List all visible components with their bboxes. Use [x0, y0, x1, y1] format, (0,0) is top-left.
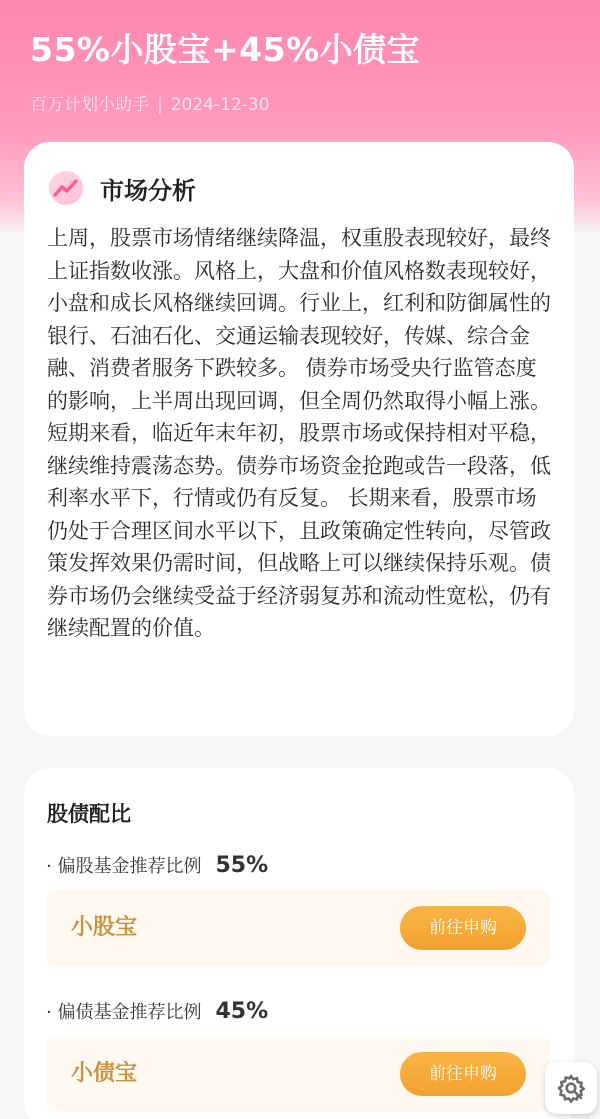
market-analysis-header [48, 170, 196, 206]
market-analysis-title: 市场分析 [100, 176, 196, 205]
equity-ratio-label: · 偏股基金推荐比例 [46, 856, 202, 877]
bond-fund-item [46, 1036, 550, 1112]
bond-fund-subscribe-button[interactable]: 前往申购 [400, 1052, 526, 1096]
floating-tool-button[interactable] [545, 1062, 597, 1114]
market-analysis-text: 上周，股票市场情绪继续降温，权重股表现较好，最终上证指数收涨。风格上，大盘和价值风格数表现较好，小盘和成长风格继续回调。行业上，红利和防御属性的银行、石油石化、交通运输表现较好，传媒、综合金融、消费者服务下跌较多。 债券市场受央行监管态度的影响，上半周出现回调，但全周仍然取得小幅上涨。 短期来看，临近年末年初，股票市场或保持相对平稳，继续维持震荡态势。债券市场资金抢跑或告一段落，低利率水平下，行情或仍有反复。 长期来看，股票市场仍处于合理区间水平以下，且政策确定性转向，尽管政策发挥效果仍需时间，但战略上可以继续保持乐观。债券市场仍会继续受益于经济弱复苏和流动性宽松，仍有继续配置的价值。 [47, 226, 551, 640]
header-subtitle [30, 90, 270, 115]
bond-fund-name: 小债宝 [71, 1061, 138, 1086]
allocation-card [24, 768, 574, 1119]
equity-fund-name: 小股宝 [71, 915, 138, 940]
publish-date: 2024-12-30 [170, 95, 270, 115]
bond-ratio-row [46, 998, 268, 1024]
bond-ratio-label: · 偏债基金推荐比例 [46, 1002, 202, 1023]
separator: | [157, 95, 163, 115]
equity-ratio-row [46, 852, 268, 878]
gear-tool-icon [554, 1071, 588, 1105]
source-name: 百万计划小助手 [30, 95, 149, 115]
trend-chart-icon [48, 170, 84, 206]
equity-ratio-value: 55% [215, 853, 269, 878]
page-title: 55%小股宝+45%小债宝 [30, 30, 421, 69]
equity-fund-subscribe-button[interactable]: 前往申购 [400, 906, 526, 950]
bond-ratio-value: 45% [215, 999, 269, 1024]
allocation-title: 股债配比 [47, 802, 131, 826]
equity-fund-item [46, 890, 550, 966]
market-analysis-card [24, 142, 574, 736]
